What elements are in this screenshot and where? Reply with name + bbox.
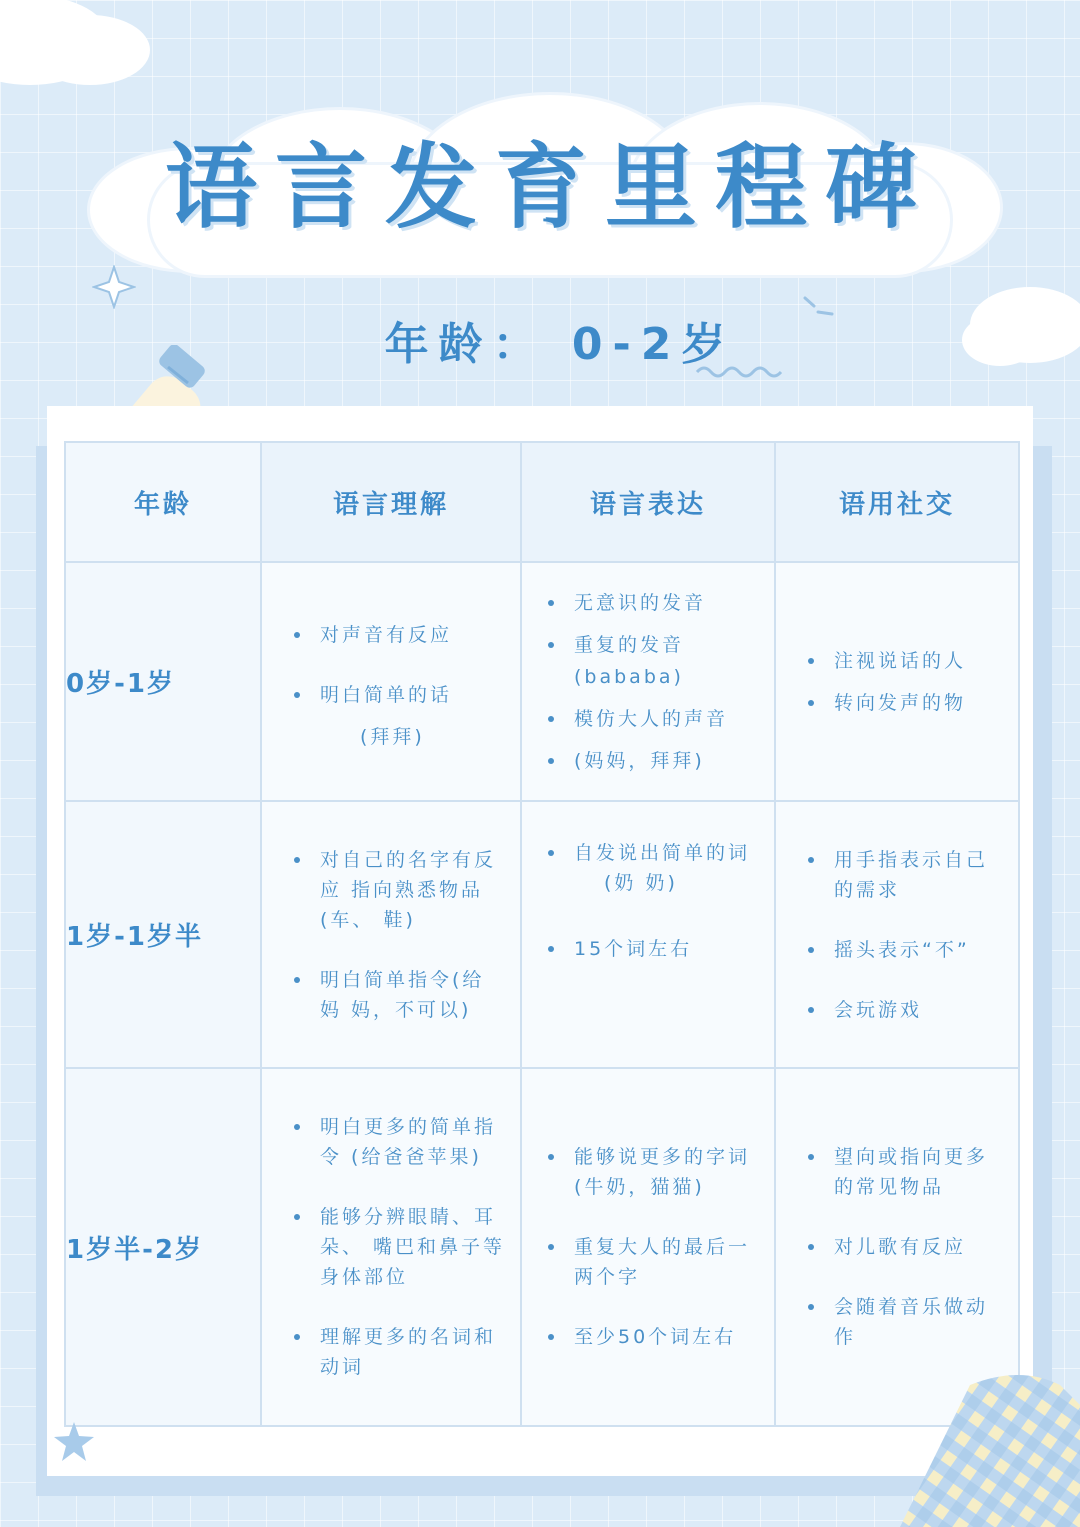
- header-expression: 语言表达: [521, 442, 775, 562]
- list-item: 用手指表示自己的需求: [806, 845, 1004, 905]
- social-cell: [775, 562, 1019, 801]
- list-item: 明白简单指令(给妈 妈，不可以): [292, 965, 506, 1025]
- expression-cell: [521, 562, 775, 801]
- header-comprehension: 语言理解: [261, 442, 521, 562]
- list-item: 模仿大人的声音: [546, 704, 760, 734]
- social-list: [776, 845, 1018, 1025]
- social-list: [776, 646, 1018, 718]
- comprehension-list: [262, 620, 520, 752]
- age-cell: 1岁-1岁半: [65, 801, 261, 1068]
- age-cell: 0岁-1岁: [65, 562, 261, 801]
- list-item: (bababa): [574, 665, 684, 688]
- milestones-table: [64, 441, 1020, 1427]
- comprehension-list: [262, 1112, 520, 1382]
- comprehension-cell: [261, 562, 521, 801]
- cloud-top-right-decoration: [960, 275, 1080, 375]
- list-item: 明白简单的话: [292, 680, 506, 710]
- comprehension-cell: [261, 1068, 521, 1426]
- star-icon: [50, 1418, 98, 1466]
- list-item: 摇头表示“不”: [806, 935, 1004, 965]
- list-item: 能够说更多的字词 (牛奶，猫猫): [546, 1142, 760, 1202]
- list-item: 重复的发音: [546, 630, 760, 660]
- list-item: 重复大人的最后一两个字: [546, 1232, 760, 1292]
- age-cell: 1岁半-2岁: [65, 1068, 261, 1426]
- list-item: 注视说话的人: [806, 646, 1004, 676]
- expression-cell: [521, 1068, 775, 1426]
- expression-cell: [521, 801, 775, 1068]
- header-age: 年龄: [65, 442, 261, 562]
- social-cell: [775, 801, 1019, 1068]
- table-row: [65, 562, 1019, 801]
- age-range-subtitle: 年龄： 0-2岁: [384, 319, 736, 370]
- comprehension-list: [262, 845, 520, 1025]
- gingham-cloth-decoration: [860, 1345, 1080, 1527]
- list-item: 能够分辨眼睛、耳朵、 嘴巴和鼻子等身体部位: [292, 1202, 506, 1292]
- expression-list: [522, 1142, 774, 1352]
- expression-list: [522, 838, 774, 964]
- list-item: 15个词左右: [546, 934, 760, 964]
- list-item: 转向发声的物: [806, 688, 1004, 718]
- list-item: 至少50个词左右: [546, 1322, 760, 1352]
- list-item: (妈妈，拜拜): [546, 746, 760, 776]
- table-header-row: [65, 442, 1019, 562]
- list-item: 理解更多的名词和动词: [292, 1322, 506, 1382]
- table-row: [65, 801, 1019, 1068]
- page-title: 语言发育里程碑: [164, 134, 935, 241]
- squiggle-decoration: [695, 362, 785, 380]
- list-item: 会随着音乐做动作: [806, 1292, 1004, 1352]
- list-item: 对声音有反应: [292, 620, 506, 650]
- expression-list: [522, 588, 774, 776]
- social-list: [776, 1142, 1018, 1352]
- list-item: 对儿歌有反应: [806, 1232, 1004, 1262]
- list-item: 望向或指向更多的常见物品: [806, 1142, 1004, 1202]
- list-item: 会玩游戏: [806, 995, 1004, 1025]
- list-item: (拜拜): [360, 725, 425, 748]
- list-item: 无意识的发音: [546, 588, 760, 618]
- list-item: 对自己的名字有反应 指向熟悉物品(车、 鞋): [292, 845, 506, 935]
- cloud-top-left-decoration: [0, 0, 160, 90]
- list-item: 自发说出简单的词: [546, 838, 760, 868]
- comprehension-cell: [261, 801, 521, 1068]
- list-item: (奶 奶): [604, 872, 678, 894]
- header-social: 语用社交: [775, 442, 1019, 562]
- list-item: 明白更多的简单指令 (给爸爸苹果): [292, 1112, 506, 1172]
